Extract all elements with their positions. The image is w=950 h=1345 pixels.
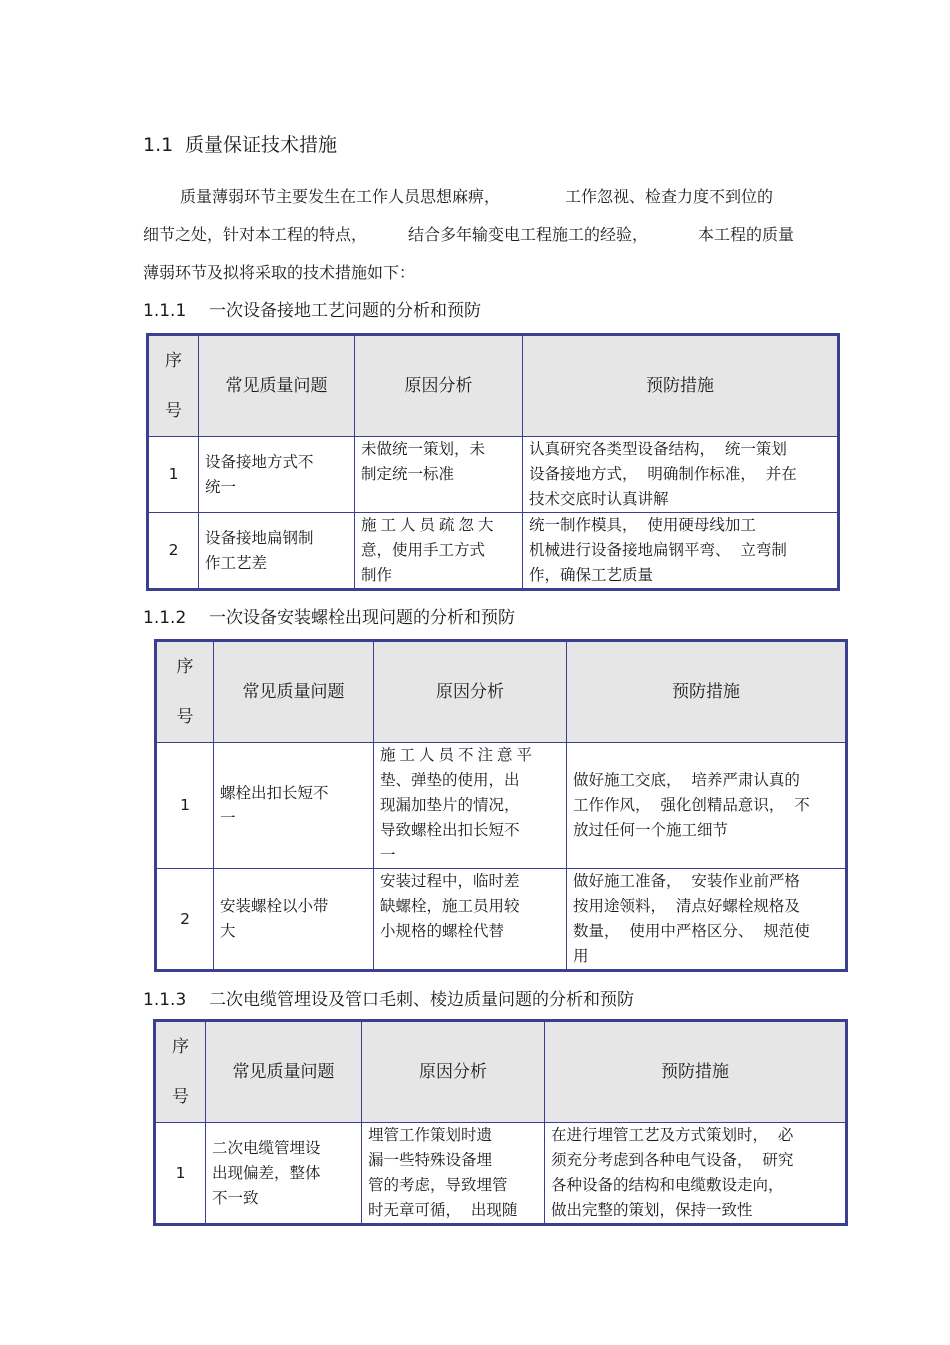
table-row [149,437,838,513]
header-problem: 常见质量问题 [214,642,374,743]
subsection-heading [143,296,481,321]
subsection-title: 一次设备安装螺栓出现问题的分析和预防 [209,608,515,628]
row-measure: 在进行埋管工艺及方式策划时， 必 须充分考虑到各种电气设备， 研究 各种设备的结构和电缆敷设走向， 做出完整的策划，保持一致性 [545,1123,846,1224]
table-row [156,1123,846,1224]
header-index: 序 号 [156,1022,206,1123]
quality-table-1 [148,335,838,589]
intro-line: 质量薄弱环节主要发生在工作人员思想麻痹， 工作忽视、检查力度不到位的 [180,187,774,206]
row-index: 1 [149,437,199,513]
header-problem: 常见质量问题 [199,336,355,437]
table-header-row [149,336,838,437]
section-heading [143,130,337,157]
table-header-row [157,642,846,743]
row-problem: 设备接地扁钢制 作工艺差 [199,513,355,589]
subsection-title: 二次电缆管埋设及管口毛刺、棱边质量问题的分析和预防 [209,990,634,1010]
intro-paragraph [143,178,808,292]
section-number: 1.1 [143,134,174,156]
row-measure: 统一制作模具， 使用硬母线加工 机械进行设备接地扁钢平弯、 立弯制 作，确保工艺质量 [523,513,838,589]
table-header-row [156,1022,846,1123]
subsection-title: 一次设备接地工艺问题的分析和预防 [209,301,481,321]
header-problem: 常见质量问题 [206,1022,362,1123]
row-cause: 施工人员疏忽大 意，使用手工方式 制作 [355,513,523,589]
subsection-heading [143,603,515,628]
row-index: 2 [149,513,199,589]
subsection-heading [143,985,634,1010]
row-measure: 认真研究各类型设备结构， 统一策划 设备接地方式， 明确制作标准， 并在 技术交底时认真讲解 [523,437,838,513]
header-measure: 预防措施 [523,336,838,437]
table-row [157,869,846,970]
row-measure: 做好施工准备， 安装作业前严格 按用途领料， 清点好螺栓规格及 数量， 使用中严格区分、 规范使 用 [567,869,846,970]
row-measure: 做好施工交底， 培养严肃认真的 工作作风， 强化创精品意识， 不 放过任何一个施工细节 [567,743,846,869]
header-cause: 原因分析 [374,642,567,743]
header-index: 序 号 [157,642,214,743]
row-index: 1 [157,743,214,869]
row-cause: 安装过程中，临时差 缺螺栓，施工员用较 小规格的螺栓代替 [374,869,567,970]
row-problem: 设备接地方式不 统一 [199,437,355,513]
intro-line: 细节之处，针对本工程的特点， 结合多年输变电工程施工的经验， 本工程的质量 [143,225,795,244]
row-problem: 安装螺栓以小带 大 [214,869,374,970]
header-measure: 预防措施 [567,642,846,743]
row-index: 2 [157,869,214,970]
header-cause: 原因分析 [355,336,523,437]
row-problem: 螺栓出扣长短不 一 [214,743,374,869]
subsection-number: 1.1.1 [143,301,187,321]
subsection-number: 1.1.3 [143,990,187,1010]
table-row [157,743,846,869]
header-index: 序 号 [149,336,199,437]
row-cause: 埋管工作策划时遗 漏一些特殊设备埋 管的考虑，导致埋管 时无章可循， 出现随 [362,1123,545,1224]
row-index: 1 [156,1123,206,1224]
intro-line: 薄弱环节及拟将采取的技术措施如下： [143,263,416,282]
row-problem: 二次电缆管埋设 出现偏差，整体 不一致 [206,1123,362,1224]
header-cause: 原因分析 [362,1022,545,1123]
header-measure: 预防措施 [545,1022,846,1123]
quality-table-3 [155,1021,846,1224]
row-cause: 未做统一策划，未 制定统一标准 [355,437,523,513]
section-title: 质量保证技术措施 [185,134,338,156]
quality-table-2 [156,641,846,970]
row-cause: 施工人员不注意平 垫、弹垫的使用，出 现漏加垫片的情况， 导致螺栓出扣长短不 一 [374,743,567,869]
table-row [149,513,838,589]
subsection-number: 1.1.2 [143,608,187,628]
